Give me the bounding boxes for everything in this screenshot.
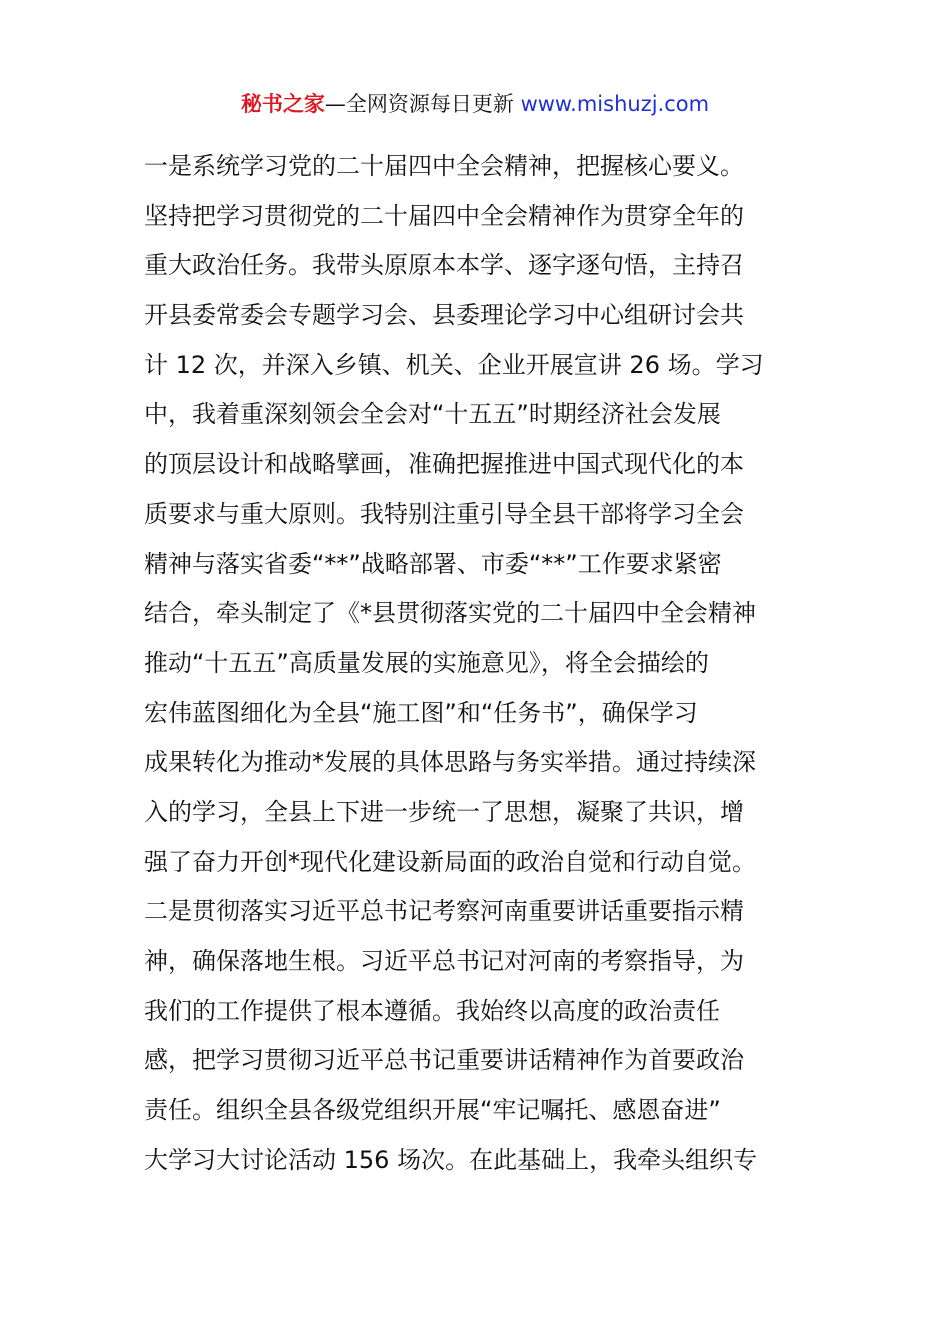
body-line: 强了奋力开创*现代化建设新局面的政治自觉和行动自觉。 <box>144 847 756 876</box>
body-line: 入的学习，全县上下进一步统一了思想，凝聚了共识，增 <box>144 797 744 826</box>
body-line: 质要求与重大原则。我特别注重引导全县干部将学习全会 <box>144 499 744 528</box>
header-tagline: —全网资源每日更新 <box>324 92 514 116</box>
body-line: 宏伟蓝图细化为全县“施工图”和“任务书”，确保学习 <box>144 698 698 727</box>
body-line: 坚持把学习贯彻党的二十届四中全会精神作为贯穿全年的 <box>144 201 744 230</box>
body-line: 中，我着重深刻领会全会对“十五五”时期经济社会发展 <box>144 400 721 429</box>
body-line: 推动“十五五”高质量发展的实施意见》，将全会描绘的 <box>144 648 709 677</box>
body-line: 计 12 次，并深入乡镇、机关、企业开展宣讲 26 场。学习 <box>144 350 764 379</box>
brand-name: 秘书之家 <box>240 92 325 116</box>
document-body <box>144 142 814 1185</box>
body-line: 神，确保落地生根。习近平总书记对河南的考察指导，为 <box>144 947 744 975</box>
body-line: 的顶层设计和战略擘画，准确把握推进中国式现代化的本 <box>144 450 744 479</box>
body-line: 成果转化为推动*发展的具体思路与务实举措。通过持续深 <box>144 748 756 777</box>
site-header <box>0 88 950 120</box>
body-line: 一是系统学习党的二十届四中全会精神，把握核心要义。 <box>144 152 744 180</box>
body-line: 精神与落实省委“**”战略部署、市委“**”工作要求紧密 <box>144 549 722 578</box>
body-line: 二是贯彻落实习近平总书记考察河南重要讲话重要指示精 <box>144 897 744 926</box>
site-url-link[interactable]: www.mishuzj.com <box>520 92 710 116</box>
body-line: 大学习大讨论活动 156 场次。在此基础上，我牵头组织专 <box>144 1145 758 1174</box>
body-line: 重大政治任务。我带头原原本本学、逐字逐句悟，主持召 <box>144 251 744 280</box>
body-line: 责任。组织全县各级党组织开展“牢记嘱托、感恩奋进” <box>144 1096 721 1125</box>
body-line: 开县委常委会专题学习会、县委理论学习中心组研讨会共 <box>144 301 744 330</box>
body-line: 我们的工作提供了根本遵循。我始终以高度的政治责任 <box>144 996 720 1025</box>
body-line: 感，把学习贯彻习近平总书记重要讲话精神作为首要政治 <box>144 1046 744 1075</box>
body-line: 结合，牵头制定了《*县贯彻落实党的二十届四中全会精神 <box>144 599 756 628</box>
